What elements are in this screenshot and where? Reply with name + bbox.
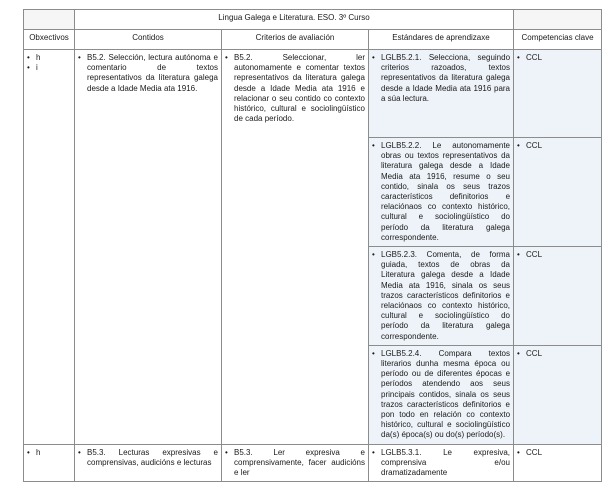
competence-item: • CCL (517, 53, 598, 63)
competence-item: • CCL (517, 250, 598, 260)
competence-cell (514, 247, 602, 346)
header-criteria: Criterios de avaliación (222, 30, 369, 50)
competence-cell (514, 444, 602, 482)
content-cell (75, 50, 222, 445)
header-corner-cell (24, 10, 75, 30)
standard-cell (369, 444, 514, 482)
objective-item: • h (27, 448, 71, 458)
competence-item: • CCL (517, 448, 598, 458)
header-corner-cell-right (514, 10, 602, 30)
competence-cell (514, 138, 602, 247)
criterion-cell (222, 50, 369, 445)
header-competences: Competencias clave (514, 30, 602, 50)
competence-item: • CCL (517, 141, 598, 151)
curriculum-table-wrapper (23, 9, 601, 482)
objective-item: • i (27, 63, 71, 73)
header-objectives: Obxectivos (24, 30, 75, 50)
table-title: Lingua Galega e Literatura. ESO. 3º Curso (75, 10, 514, 30)
header-standards: Estándares de aprendizaxe (369, 30, 514, 50)
content-item: • B5.2. Selección, lectura autónoma e comentario de textos representativos da literatura galega desde a Idade Media ata 1916. (78, 53, 218, 94)
objectives-cell (24, 444, 75, 482)
curriculum-table (23, 9, 602, 482)
standard-cell (369, 50, 514, 138)
competence-item: • CCL (517, 349, 598, 359)
standard-cell (369, 138, 514, 247)
objective-item: • h (27, 53, 71, 63)
content-cell (75, 444, 222, 482)
standard-item: • LGLB5.2.1. Selecciona, seguindo criterios razoados, textos representativos da literatura galega desde a Idade Media ata 1916 para a súa lectura. (372, 53, 510, 104)
standard-item: • LGLB5.3.1. Le expresiva, comprensiva e/ou dramatizadamente (372, 448, 510, 479)
criterion-cell (222, 444, 369, 482)
competence-cell (514, 345, 602, 444)
standard-cell (369, 345, 514, 444)
standard-item: • LGLB5.2.2. Le autonomamente obras ou textos representativos da literatura galega desde a Idade Media ata 1916, resume o seu contido, sinala os seus trazos característicos definitorios e relaciónaos co contexto histórico, cultural e sociolingüístico do período da literatura galega correspondente. (372, 141, 510, 243)
content-item: • B5.3. Lecturas expresivas e comprensivas, audicións e lecturas (78, 448, 218, 468)
standard-cell (369, 247, 514, 346)
standard-item: • LGLB5.2.4. Compara textos literarios dunha mesma época ou período ou de diferentes épocas e períodos atendendo aos seus principais contidos, sinala os seus trazos característicos definitorios e pon todo en relación co contexto histórico, cultural e sociolingüístico da(s) época(s) ou do(s) período(s). (372, 349, 510, 441)
competence-cell (514, 50, 602, 138)
header-contents: Contidos (75, 30, 222, 50)
objectives-cell (24, 50, 75, 445)
standard-item: • LGB5.2.3. Comenta, de forma guiada, textos de obras da Literatura galega desde a Idade Media ata 1916, sinala os seus trazos característicos definitorios e relaciónaos co contexto histórico, cultural e sociolingüístico do período da literatura galega correspondente. (372, 250, 510, 342)
criterion-item: • B5.2. Seleccionar, ler autonomamente e comentar textos representativos da literatura galega desde a Idade Media ata 1916 e relacionar o seu contido co contexto histórico, cultural e sociolingüístico de cada período. (225, 53, 365, 124)
criterion-item: • B5.3. Ler expresiva e comprensivamente, facer audicións e ler (225, 448, 365, 479)
